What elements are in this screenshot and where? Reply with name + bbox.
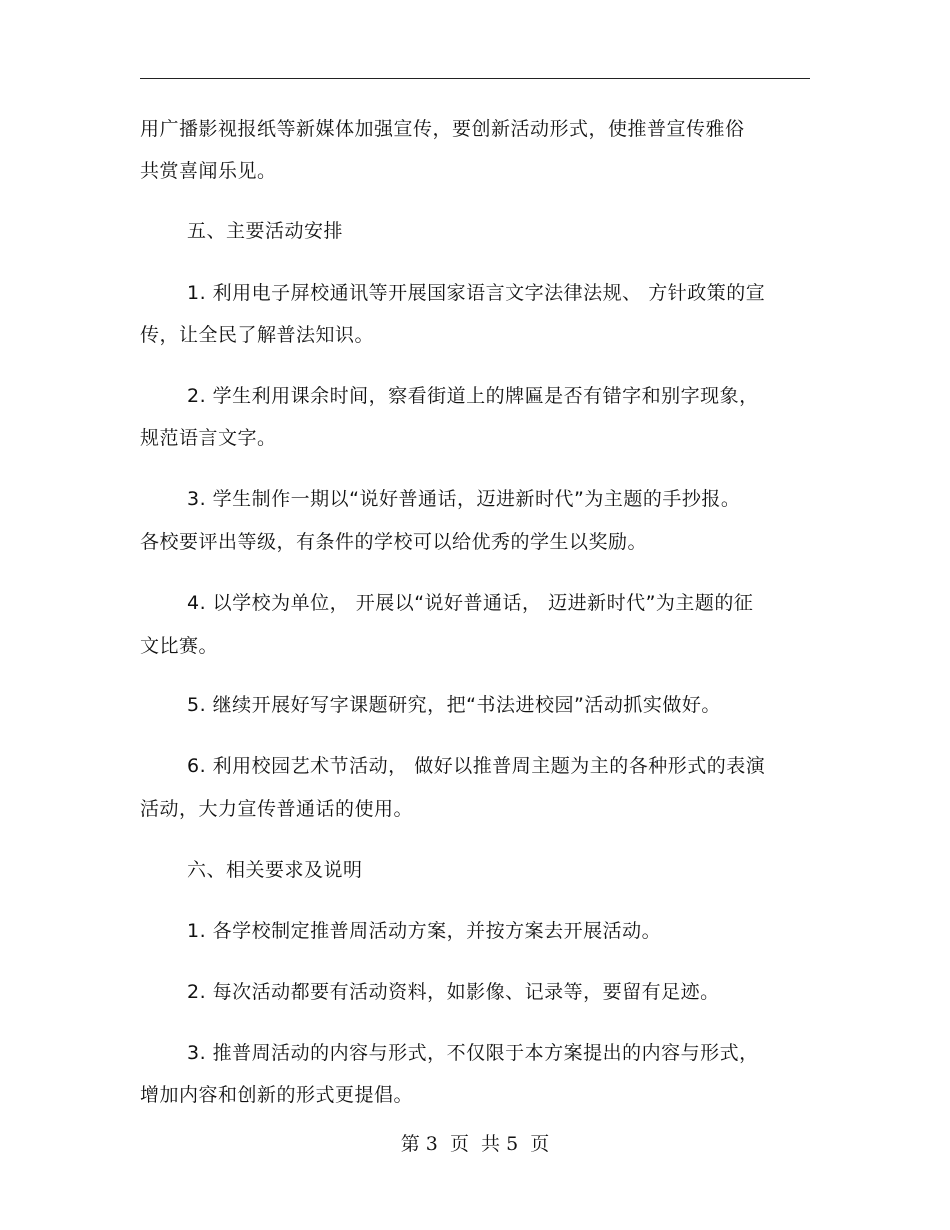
list-item-2-line: 2. 学生利用课余时间，察看街道上的牌匾是否有错字和别字现象，: [187, 385, 759, 407]
list-item-1-line: 传，让全民了解普法知识。: [140, 324, 375, 346]
page-number-footer: 第 3 页 共 5 页: [400, 1133, 550, 1155]
list-item-3-line: 3. 学生制作一期以“说好普通话，迈进新时代”为主题的手抄报。: [187, 488, 741, 510]
list-item-4-line: 4. 以学校为单位， 开展以“说好普通话， 迈进新时代”为主题的征: [187, 592, 754, 614]
requirement-3-line: 增加内容和创新的形式更提倡。: [140, 1084, 414, 1106]
list-item-3-line: 各校要评出等级，有条件的学校可以给优秀的学生以奖励。: [140, 531, 648, 553]
body-line: 共赏喜闻乐见。: [140, 160, 277, 182]
list-item-1-line: 1. 利用电子屏校通讯等开展国家语言文字法律法规、 方针政策的宣: [187, 282, 766, 304]
list-item-2-line: 规范语言文字。: [140, 427, 277, 449]
section-heading-6: 六、相关要求及说明: [187, 859, 363, 881]
requirement-3-line: 3. 推普周活动的内容与形式，不仅限于本方案提出的内容与形式，: [187, 1042, 759, 1064]
list-item-5-line: 5. 继续开展好写字课题研究，把“书法进校园”活动抓实做好。: [187, 694, 721, 716]
list-item-4-line: 文比赛。: [140, 635, 219, 657]
section-heading-5: 五、主要活动安排: [187, 220, 344, 242]
requirement-2-line: 2. 每次活动都要有活动资料，如影像、记录等，要留有足迹。: [187, 981, 720, 1003]
list-item-6-line: 6. 利用校园艺术节活动， 做好以推普周主题为主的各种形式的表演: [187, 755, 766, 777]
requirement-1-line: 1. 各学校制定推普周活动方案，并按方案去开展活动。: [187, 920, 662, 942]
body-line: 用广播影视报纸等新媒体加强宣传，要创新活动形式，使推普宣传雅俗: [140, 118, 745, 140]
list-item-6-line: 活动，大力宣传普通话的使用。: [140, 798, 414, 820]
header-rule: [140, 78, 810, 79]
